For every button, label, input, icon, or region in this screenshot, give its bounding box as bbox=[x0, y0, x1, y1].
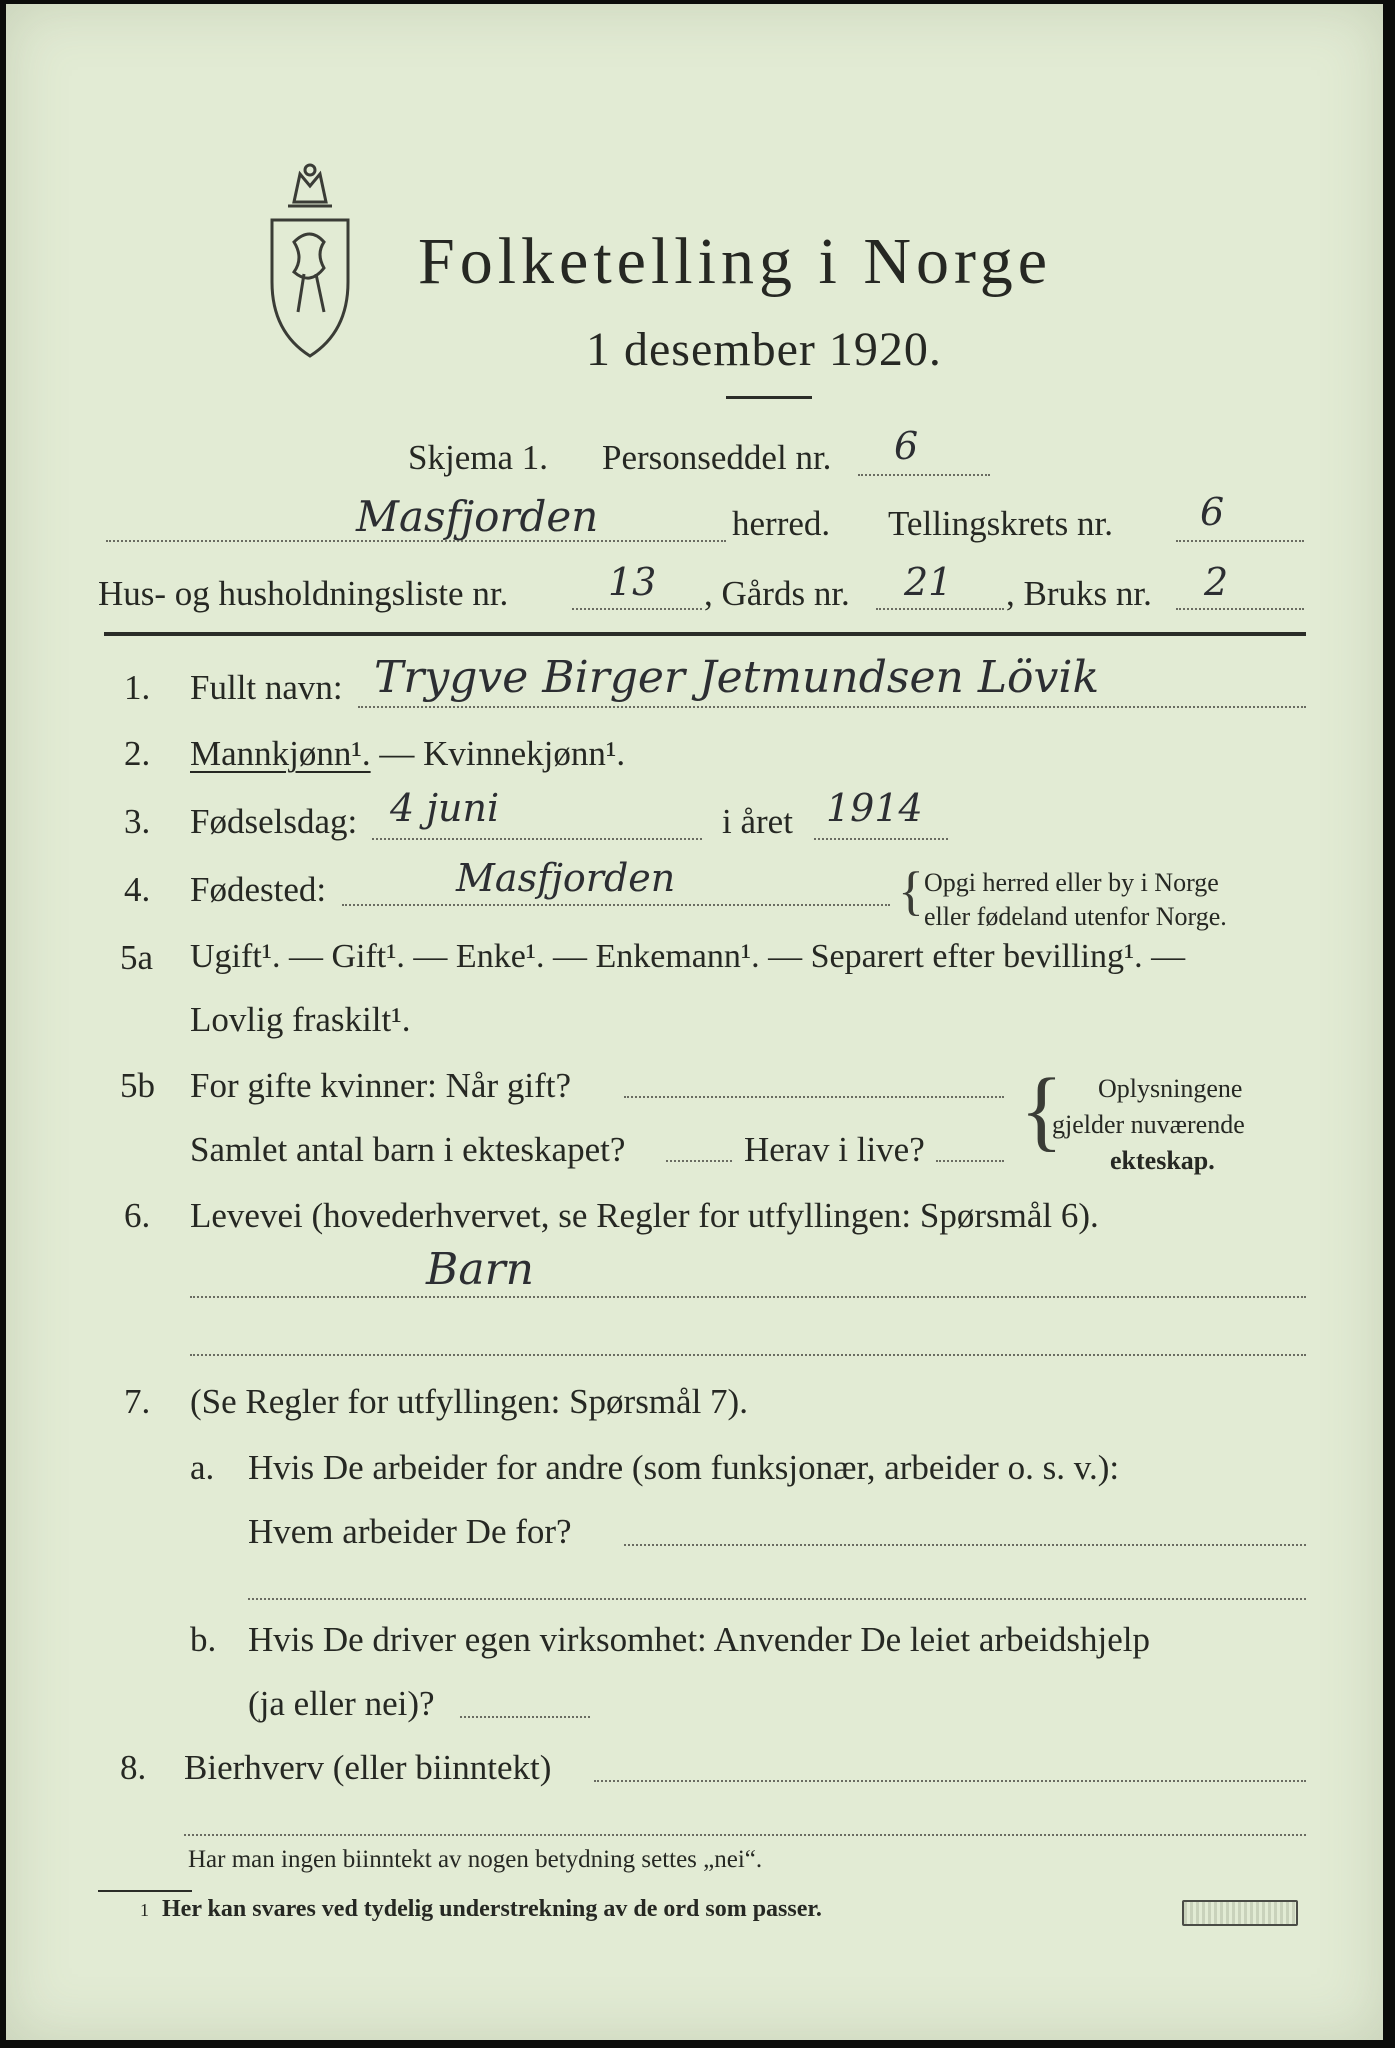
q7b-yes-no-label: (ja eller nei)? bbox=[248, 1684, 435, 1723]
q4-line bbox=[342, 904, 890, 906]
bruks-number[interactable]: 2 bbox=[1204, 560, 1229, 604]
q8-number: 8. bbox=[120, 1748, 147, 1787]
q4-birthplace[interactable]: Masfjorden bbox=[456, 856, 676, 900]
q4-note-brace: { bbox=[898, 861, 924, 921]
footnote-text: Her kan svares ved tydelig understrekning av de ord som passer. bbox=[162, 1896, 822, 1922]
q3-birth-day[interactable]: 4 juni bbox=[390, 786, 500, 830]
q2-number: 2. bbox=[124, 734, 151, 773]
q3-day-line bbox=[372, 838, 702, 840]
q7a-employer-line-2 bbox=[248, 1598, 1306, 1600]
tellingskrets-label: Tellingskrets nr. bbox=[888, 504, 1114, 543]
q7a-label: Hvis De arbeider for andre (som funksjonær, arbeider o. s. v.): bbox=[248, 1448, 1120, 1487]
q5a-marital-options[interactable]: Ugift¹. — Gift¹. — Enke¹. — Enkemann¹. — Separert efter bevilling¹. — bbox=[190, 938, 1186, 975]
q7a-employer-line bbox=[624, 1544, 1306, 1546]
tellingskrets-number[interactable]: 6 bbox=[1200, 490, 1225, 534]
q7a-number: a. bbox=[190, 1448, 215, 1487]
q5b-number: 5b bbox=[120, 1066, 155, 1105]
q3-birth-year[interactable]: 1914 bbox=[826, 786, 923, 830]
husliste-line bbox=[572, 608, 702, 610]
herred-name[interactable]: Masfjorden bbox=[356, 492, 599, 541]
q4-label: Fødested: bbox=[190, 870, 327, 909]
q5b-when-married-label: For gifte kvinner: Når gift? bbox=[190, 1066, 572, 1105]
printer-stamp bbox=[1182, 1900, 1298, 1926]
q7-label: (Se Regler for utfyllingen: Spørsmål 7). bbox=[190, 1382, 748, 1421]
q3-label: Fødselsdag: bbox=[190, 802, 358, 841]
herred-label: herred. bbox=[732, 504, 831, 543]
q7b-number: b. bbox=[190, 1620, 217, 1659]
q1-label: Fullt navn: bbox=[190, 668, 343, 707]
q6-label: Levevei (hovederhvervet, se Regler for utfyllingen: Spørsmål 6). bbox=[190, 1196, 1099, 1235]
header-divider bbox=[104, 632, 1306, 636]
q7-number: 7. bbox=[124, 1382, 151, 1421]
q8-line bbox=[594, 1780, 1306, 1782]
footnote-divider bbox=[98, 1890, 192, 1892]
q5b-note-line-1: Oplysningene bbox=[1098, 1074, 1243, 1103]
q2-male-option[interactable]: Mannkjønn¹. bbox=[190, 734, 371, 773]
q5b-children-line bbox=[666, 1160, 732, 1162]
q5b-note-line-2: gjelder nuværende bbox=[1052, 1110, 1245, 1139]
q2-sex-options bbox=[190, 734, 625, 774]
norwegian-coat-of-arms-icon bbox=[264, 162, 356, 362]
q8-line-2 bbox=[184, 1834, 1306, 1836]
q5b-children-label: Samlet antal barn i ekteskapet? bbox=[190, 1130, 626, 1169]
tellingskrets-line bbox=[1176, 540, 1304, 542]
q6-occupation[interactable]: Barn bbox=[426, 1244, 534, 1295]
gards-line bbox=[876, 608, 1004, 610]
q5b-alive-label: Herav i live? bbox=[744, 1130, 925, 1169]
q3-year-label: i året bbox=[722, 802, 793, 841]
q5b-when-married-line bbox=[624, 1096, 1004, 1098]
q6-line-1 bbox=[190, 1296, 1306, 1298]
bruks-label: , Bruks nr. bbox=[1006, 574, 1152, 613]
q5b-alive-line bbox=[936, 1160, 1004, 1162]
title-divider bbox=[726, 396, 812, 399]
q1-line bbox=[358, 706, 1306, 708]
q4-number: 4. bbox=[124, 870, 151, 909]
husliste-number[interactable]: 13 bbox=[608, 560, 657, 604]
footnote-mark: 1 bbox=[140, 1900, 149, 1920]
q1-number: 1. bbox=[124, 668, 151, 707]
q2-separator: — bbox=[370, 734, 424, 773]
q2-female-option[interactable]: Kvinnekjønn¹. bbox=[423, 734, 626, 773]
q5a-marital-options-2[interactable]: Lovlig fraskilt¹. bbox=[190, 1000, 411, 1039]
q5b-note-line-3: ekteskap. bbox=[1110, 1146, 1215, 1175]
bruks-line bbox=[1176, 608, 1304, 610]
q6-number: 6. bbox=[124, 1196, 151, 1235]
census-date: 1 desember 1920. bbox=[586, 323, 942, 376]
gards-number[interactable]: 21 bbox=[904, 560, 953, 604]
husliste-label: Hus- og husholdningsliste nr. bbox=[98, 574, 509, 613]
personseddel-number[interactable]: 6 bbox=[894, 424, 919, 468]
q1-full-name[interactable]: Trygve Birger Jetmundsen Lövik bbox=[374, 652, 1100, 703]
q4-note-line-2: eller fødeland utenfor Norge. bbox=[924, 902, 1227, 931]
q5b-note-brace: { bbox=[1020, 1061, 1064, 1160]
q6-line-2 bbox=[190, 1354, 1306, 1356]
census-form-sheet bbox=[6, 4, 1383, 2040]
form-title: Folketelling i Norge bbox=[418, 225, 1053, 298]
biinntekt-note: Har man ingen biinntekt av nogen betydning settes „nei“. bbox=[188, 1846, 763, 1873]
q3-year-line bbox=[814, 838, 948, 840]
q5a-number: 5a bbox=[120, 938, 154, 977]
personseddel-line bbox=[858, 474, 990, 476]
q7b-label: Hvis De driver egen virksomhet: Anvender De leiet arbeidshjelp bbox=[248, 1620, 1150, 1659]
personseddel-label: Personseddel nr. bbox=[602, 438, 832, 477]
q4-note-line-1: Opgi herred eller by i Norge bbox=[924, 868, 1219, 897]
q8-label: Bierhverv (eller biinntekt) bbox=[184, 1748, 552, 1787]
q3-number: 3. bbox=[124, 802, 151, 841]
q7a-employer-label: Hvem arbeider De for? bbox=[248, 1512, 572, 1551]
gards-label: , Gårds nr. bbox=[704, 574, 850, 613]
skjema-label: Skjema 1. bbox=[408, 438, 548, 477]
q7b-yes-no-line bbox=[460, 1716, 590, 1718]
